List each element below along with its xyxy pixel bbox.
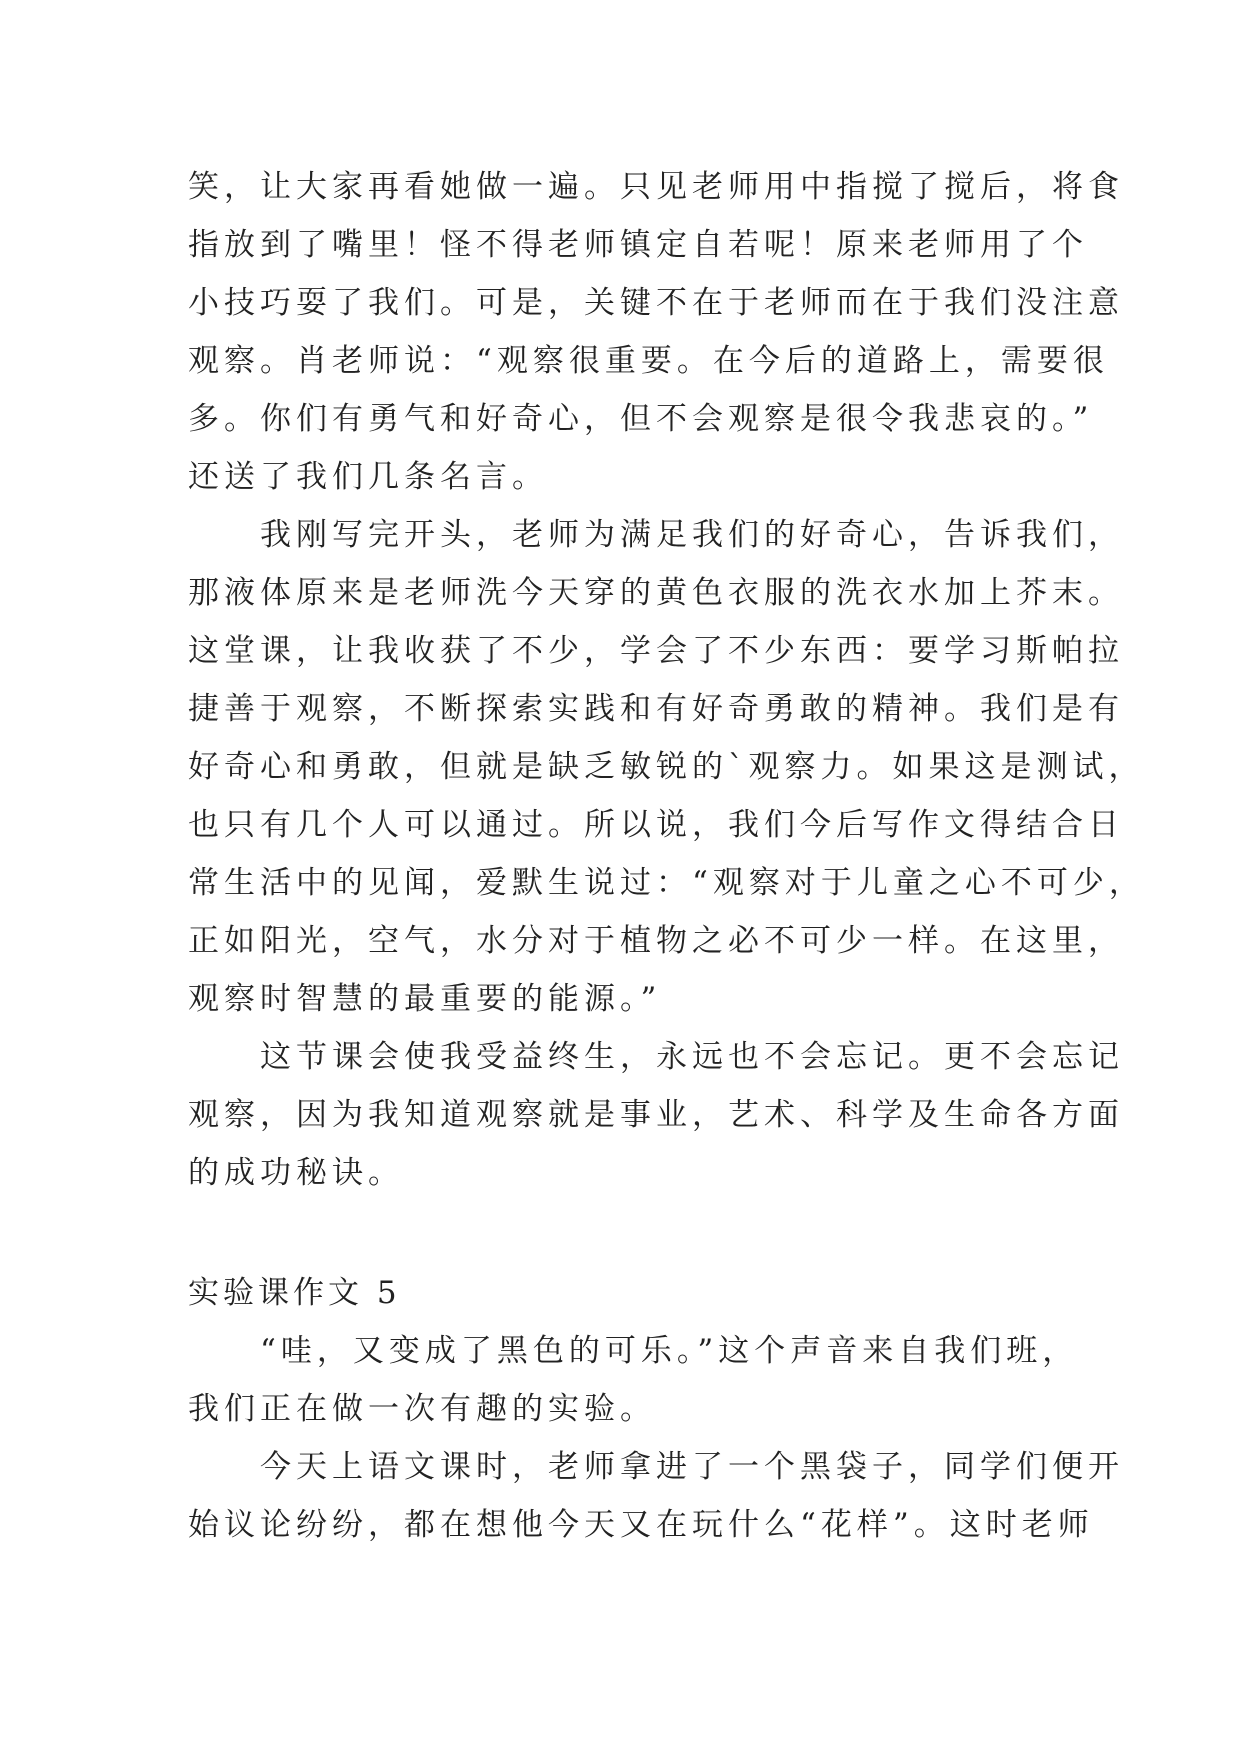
- section-gap: [188, 1202, 1068, 1264]
- section-heading: 实验课作文 5: [188, 1275, 401, 1311]
- text-line: 这节课会使我受益终生，永远也不会忘记。更不会忘记: [188, 1039, 1124, 1075]
- text-line: 这堂课，让我收获了不少，学会了不少东西：要学习斯帕拉: [188, 633, 1124, 669]
- text-line: 观察，因为我知道观察就是事业，艺术、科学及生命各方面: [188, 1097, 1124, 1133]
- text-line: 观察时智慧的最重要的能源。”: [188, 981, 662, 1017]
- text-line: 正如阳光，空气，水分对于植物之必不可少一样。在这里，: [188, 923, 1124, 959]
- text-line: 今天上语文课时，老师拿进了一个黑袋子，同学们便开: [188, 1449, 1124, 1485]
- essay-body: [188, 158, 1145, 1554]
- text-line: 也只有几个人可以通过。所以说，我们今后写作文得结合日: [188, 807, 1124, 843]
- text-line: “哇，又变成了黑色的可乐。”这个声音来自我们班，: [188, 1333, 1079, 1369]
- text-line: 捷善于观察，不断探索实践和有好奇勇敢的精神。我们是有: [188, 691, 1124, 727]
- text-line: 好奇心和勇敢，但就是缺乏敏锐的`观察力。如果这是测试，: [188, 749, 1145, 785]
- text-line: 多。你们有勇气和好奇心，但不会观察是很令我悲哀的。”: [188, 401, 1094, 437]
- text-line: 那液体原来是老师洗今天穿的黄色衣服的洗衣水加上芥末。: [188, 575, 1124, 611]
- text-line: 笑，让大家再看她做一遍。只见老师用中指搅了搅后，将食: [188, 169, 1124, 205]
- text-line: 的成功秘诀。: [188, 1155, 404, 1191]
- text-line: 指放到了嘴里！怪不得老师镇定自若呢！原来老师用了个: [188, 227, 1088, 263]
- text-line: 常生活中的见闻，爱默生说过：“观察对于儿童之心不可少，: [188, 865, 1145, 901]
- text-line: 我刚写完开头，老师为满足我们的好奇心，告诉我们，: [188, 517, 1124, 553]
- text-line: 观察。肖老师说：“观察很重要。在今后的道路上，需要很: [188, 343, 1109, 379]
- text-line: 始议论纷纷，都在想他今天又在玩什么“花样”。这时老师: [188, 1507, 1094, 1543]
- text-line: 我们正在做一次有趣的实验。: [188, 1391, 656, 1427]
- text-line: 小技巧耍了我们。可是，关键不在于老师而在于我们没注意: [188, 285, 1124, 321]
- text-line: 还送了我们几条名言。: [188, 459, 548, 495]
